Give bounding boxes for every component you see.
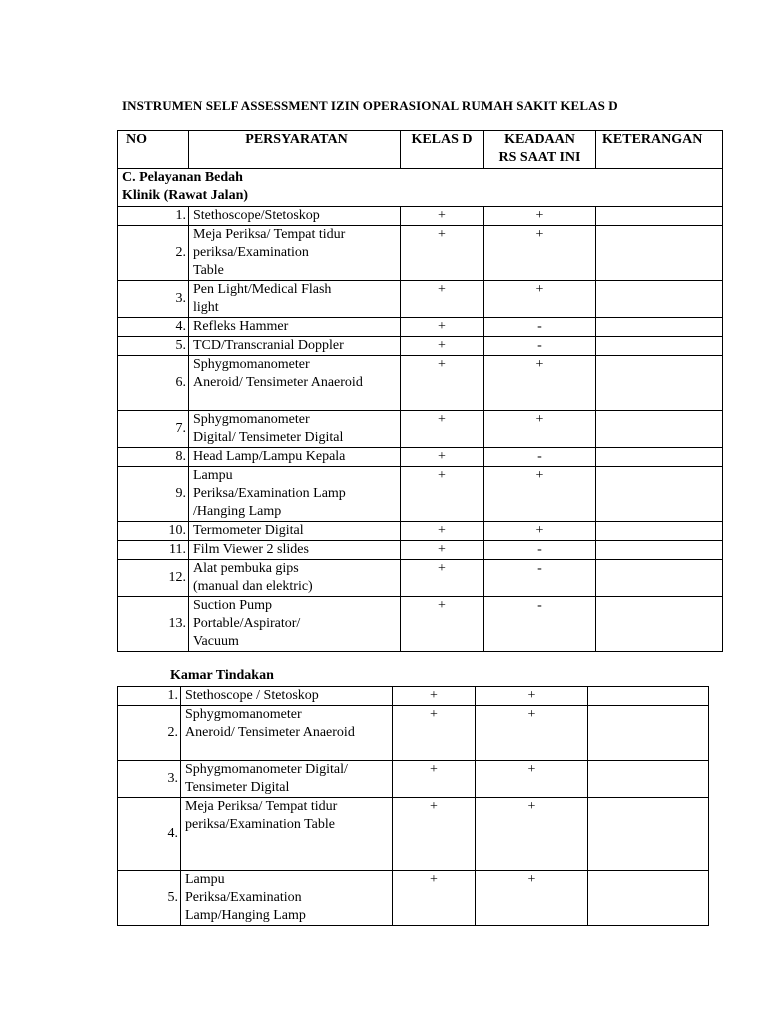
row-kelas-d: + <box>401 522 484 541</box>
persyaratan-line: periksa/Examination Table <box>185 817 335 832</box>
persyaratan-line: Periksa/Examination <box>185 890 302 905</box>
table-row <box>118 207 723 226</box>
persyaratan-line: Lampu <box>185 872 225 887</box>
row-keterangan <box>596 560 723 597</box>
persyaratan-line: Suction Pump <box>193 598 272 613</box>
persyaratan-line: /Hanging Lamp <box>193 504 282 519</box>
row-number: 2. <box>118 706 181 761</box>
row-number: 9. <box>118 467 189 522</box>
row-keadaan: - <box>484 560 596 597</box>
row-number: 4. <box>118 318 189 337</box>
table-row <box>118 467 723 522</box>
row-persyaratan <box>189 467 401 522</box>
row-persyaratan <box>189 281 401 318</box>
row-persyaratan <box>189 522 401 541</box>
row-keadaan: + <box>484 411 596 448</box>
table-row <box>118 798 709 871</box>
row-keadaan: + <box>484 467 596 522</box>
persyaratan-line: (manual dan elektric) <box>193 579 313 594</box>
header-kelas-d: KELAS D <box>401 131 484 169</box>
row-keadaan: - <box>484 337 596 356</box>
persyaratan-line: Lamp/Hanging Lamp <box>185 908 306 923</box>
row-keterangan <box>596 467 723 522</box>
row-keadaan: - <box>484 541 596 560</box>
row-number: 7. <box>118 411 189 448</box>
persyaratan-line: Film Viewer 2 slides <box>193 542 309 557</box>
table-row <box>118 411 723 448</box>
row-keterangan <box>588 706 709 761</box>
row-kelas-d: + <box>401 337 484 356</box>
row-kelas-d: + <box>393 687 476 706</box>
row-keadaan: + <box>484 226 596 281</box>
row-persyaratan <box>181 687 393 706</box>
table-row <box>118 226 723 281</box>
table-row <box>118 337 723 356</box>
row-number: 12. <box>118 560 189 597</box>
persyaratan-line: Aneroid/ Tensimeter Anaeroid <box>193 375 363 390</box>
row-keadaan: + <box>476 798 588 871</box>
persyaratan-line: Stethoscope/Stetoskop <box>193 208 320 223</box>
persyaratan-line: Tensimeter Digital <box>185 780 290 795</box>
row-persyaratan <box>181 761 393 798</box>
persyaratan-line: periksa/Examination <box>193 245 309 260</box>
document-title: INSTRUMEN SELF ASSESSMENT IZIN OPERASIONAL RUMAH SAKIT KELAS D <box>122 98 618 113</box>
row-kelas-d: + <box>393 798 476 871</box>
row-keterangan <box>588 798 709 871</box>
persyaratan-line: Head Lamp/Lampu Kepala <box>193 449 346 464</box>
persyaratan-line: Table <box>193 263 224 278</box>
row-keadaan: + <box>484 356 596 411</box>
row-keterangan <box>596 448 723 467</box>
table-row <box>118 448 723 467</box>
table-row <box>118 356 723 411</box>
persyaratan-line: Sphygmomanometer <box>185 707 302 722</box>
row-keterangan <box>596 337 723 356</box>
row-persyaratan <box>189 597 401 652</box>
table-row <box>118 541 723 560</box>
row-persyaratan <box>189 448 401 467</box>
row-keadaan: + <box>476 871 588 926</box>
row-number: 6. <box>118 356 189 411</box>
row-number: 3. <box>118 281 189 318</box>
persyaratan-line: Refleks Hammer <box>193 319 289 334</box>
row-keadaan: + <box>484 522 596 541</box>
persyaratan-line: Digital/ Tensimeter Digital <box>193 430 344 445</box>
table-row <box>118 318 723 337</box>
table-row <box>118 597 723 652</box>
persyaratan-line: Vacuum <box>193 634 239 649</box>
section-title-line2: Klinik (Rawat Jalan) <box>122 188 249 203</box>
row-number: 1. <box>118 687 181 706</box>
row-number: 5. <box>118 871 181 926</box>
section-heading-row <box>118 169 723 207</box>
row-keterangan <box>596 541 723 560</box>
header-keadaan-line2: RS SAAT INI <box>498 150 581 165</box>
table-header-row <box>118 131 723 169</box>
row-persyaratan <box>189 411 401 448</box>
persyaratan-line: Sphygmomanometer <box>193 357 310 372</box>
persyaratan-line: Meja Periksa/ Tempat tidur <box>193 227 346 242</box>
row-keadaan: - <box>484 448 596 467</box>
persyaratan-line: TCD/Transcranial Doppler <box>193 338 344 353</box>
row-kelas-d: + <box>401 318 484 337</box>
row-keadaan: + <box>484 207 596 226</box>
persyaratan-line: Meja Periksa/ Tempat tidur <box>185 799 338 814</box>
row-persyaratan <box>181 798 393 871</box>
table-row <box>118 871 709 926</box>
kamar-tindakan-table <box>117 686 709 926</box>
row-kelas-d: + <box>401 226 484 281</box>
row-kelas-d: + <box>393 761 476 798</box>
header-keadaan-line1: KEADAAN <box>504 132 575 147</box>
row-keterangan <box>588 687 709 706</box>
persyaratan-line: Periksa/Examination Lamp <box>193 486 346 501</box>
row-keadaan: + <box>484 281 596 318</box>
row-persyaratan <box>189 560 401 597</box>
section-title-line1: C. Pelayanan Bedah <box>122 170 243 185</box>
header-keterangan: KETERANGAN <box>596 131 723 169</box>
row-persyaratan <box>189 541 401 560</box>
table-row <box>118 687 709 706</box>
row-kelas-d: + <box>401 356 484 411</box>
persyaratan-line: Portable/Aspirator/ <box>193 616 301 631</box>
row-kelas-d: + <box>393 871 476 926</box>
row-keadaan: + <box>476 687 588 706</box>
row-number: 1. <box>118 207 189 226</box>
table-row <box>118 706 709 761</box>
row-number: 10. <box>118 522 189 541</box>
row-kelas-d: + <box>401 541 484 560</box>
requirements-table <box>117 130 723 652</box>
row-number: 5. <box>118 337 189 356</box>
row-keadaan: - <box>484 318 596 337</box>
persyaratan-line: Stethoscope / Stetoskop <box>185 688 319 703</box>
row-keadaan: + <box>476 761 588 798</box>
persyaratan-line: Aneroid/ Tensimeter Anaeroid <box>185 725 355 740</box>
row-persyaratan <box>189 318 401 337</box>
header-persyaratan: PERSYARATAN <box>189 131 401 169</box>
row-keterangan <box>596 356 723 411</box>
row-kelas-d: + <box>393 706 476 761</box>
table-row <box>118 522 723 541</box>
row-number: 11. <box>118 541 189 560</box>
table-row <box>118 281 723 318</box>
row-kelas-d: + <box>401 467 484 522</box>
persyaratan-line: light <box>193 300 219 315</box>
row-persyaratan <box>189 207 401 226</box>
row-kelas-d: + <box>401 281 484 318</box>
table-row <box>118 560 723 597</box>
persyaratan-line: Sphygmomanometer <box>193 412 310 427</box>
row-keadaan: - <box>484 597 596 652</box>
row-persyaratan <box>189 226 401 281</box>
row-keterangan <box>588 761 709 798</box>
row-keterangan <box>596 318 723 337</box>
row-number: 3. <box>118 761 181 798</box>
row-keterangan <box>596 207 723 226</box>
persyaratan-line: Termometer Digital <box>193 523 304 538</box>
row-keadaan: + <box>476 706 588 761</box>
row-number: 2. <box>118 226 189 281</box>
row-keterangan <box>596 411 723 448</box>
persyaratan-line: Sphygmomanometer Digital/ <box>185 762 348 777</box>
row-keterangan <box>596 226 723 281</box>
header-keadaan <box>484 131 596 169</box>
persyaratan-line: Pen Light/Medical Flash <box>193 282 332 297</box>
table-row <box>118 761 709 798</box>
row-number: 8. <box>118 448 189 467</box>
row-persyaratan <box>181 871 393 926</box>
row-keterangan <box>596 522 723 541</box>
row-kelas-d: + <box>401 560 484 597</box>
row-kelas-d: + <box>401 597 484 652</box>
row-keterangan <box>596 597 723 652</box>
kamar-tindakan-heading: Kamar Tindakan <box>170 668 274 683</box>
row-persyaratan <box>181 706 393 761</box>
row-keterangan <box>596 281 723 318</box>
persyaratan-line: Alat pembuka gips <box>193 561 299 576</box>
persyaratan-line: Lampu <box>193 468 233 483</box>
row-kelas-d: + <box>401 448 484 467</box>
row-persyaratan <box>189 337 401 356</box>
row-kelas-d: + <box>401 411 484 448</box>
row-number: 4. <box>118 798 181 871</box>
row-persyaratan <box>189 356 401 411</box>
row-keterangan <box>588 871 709 926</box>
row-number: 13. <box>118 597 189 652</box>
header-no: NO <box>118 131 189 169</box>
row-kelas-d: + <box>401 207 484 226</box>
